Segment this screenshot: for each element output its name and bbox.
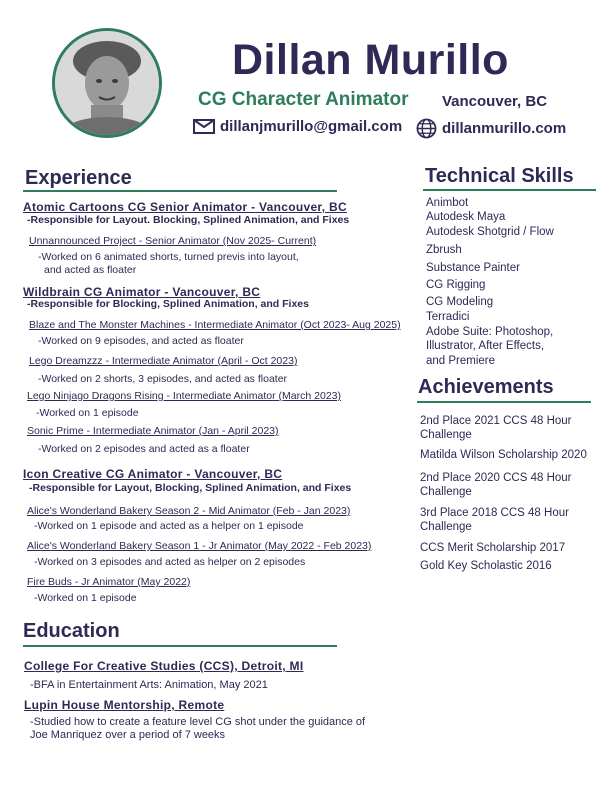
school-name: Lupin House Mentorship, Remote [24,698,225,712]
skill-item: Autodesk Maya [426,211,506,223]
job-description: and acted as floater [44,264,137,276]
job-title-link[interactable]: Lego Ninjago Dragons Rising - Intermediate Animator (March 2023) [27,390,341,402]
skill-item: Substance Painter [426,262,520,274]
achievement-item: 2nd Place 2021 CCS 48 Hour [420,415,572,427]
job-description: -Worked on 1 episode [34,592,137,604]
skills-heading: Technical Skills [425,165,574,187]
job-description: -Worked on 3 episodes and acted as helper on 2 episodes [34,556,306,568]
skill-item: Autodesk Shotgrid / Flow [426,226,554,238]
company-name: Wildbrain CG Animator - Vancouver, BC [23,285,261,299]
skill-item: Terradici [426,311,470,323]
job-description: -Worked on 9 episodes, and acted as floater [38,335,244,347]
website-text[interactable]: dillanmurillo.com [442,120,567,137]
job-title-link[interactable]: Unnannounced Project - Senior Animator (Nov 2025- Current) [29,235,317,247]
achievement-item: Challenge [420,521,472,533]
school-description: -BFA in Entertainment Arts: Animation, May 2021 [30,679,268,691]
location: Vancouver, BC [442,93,548,110]
skill-item: Animbot [426,197,469,209]
email-contact[interactable] [193,118,402,135]
skill-item: Illustrator, After Effects, [426,340,545,352]
portrait-photo [55,31,159,135]
envelope-icon [193,119,215,134]
school-description: Joe Manriquez over a period of 7 weeks [30,729,226,741]
school-description: -Studied how to create a feature level CG shot under the guidance of [30,716,366,728]
achievement-item: Matilda Wilson Scholarship 2020 [420,449,587,461]
skill-item: CG Rigging [426,279,486,291]
avatar [52,28,162,138]
job-description: -Worked on 1 episode [36,407,139,419]
job-description: -Worked on 1 episode and acted as a helper on 1 episode [34,520,304,532]
job-description: -Worked on 6 animated shorts, turned previs into layout, [38,251,299,263]
achievement-item: Gold Key Scholastic 2016 [420,560,552,572]
achievement-item: 2nd Place 2020 CCS 48 Hour [420,472,572,484]
company-name: Atomic Cartoons CG Senior Animator - Vancouver, BC [23,200,347,214]
job-title-link[interactable]: Blaze and The Monster Machines - Intermediate Animator (Oct 2023- Aug 2025) [29,319,401,331]
experience-heading: Experience [25,167,132,189]
skills-divider [423,189,596,191]
school-name: College For Creative Studies (CCS), Detroit, MI [24,659,304,673]
achievement-item: 3rd Place 2018 CCS 48 Hour [420,507,569,519]
achievements-heading: Achievements [418,376,554,398]
experience-divider [23,190,337,192]
skill-item: CG Modeling [426,296,494,308]
achievement-item: CCS Merit Scholarship 2017 [420,542,566,554]
achievement-item: Challenge [420,429,472,441]
job-description: -Worked on 2 episodes and acted as a floater [38,443,250,455]
job-title-link[interactable]: Alice's Wonderland Bakery Season 2 - Mid Animator (Feb - Jan 2023) [27,505,351,517]
achievement-item: Challenge [420,486,472,498]
education-divider [23,645,337,647]
education-heading: Education [23,620,120,642]
job-title-link[interactable]: Alice's Wonderland Bakery Season 1 - Jr Animator (May 2022 - Feb 2023) [27,540,372,552]
skill-item: and Premiere [426,355,496,367]
job-title-link[interactable]: Fire Buds - Jr Animator (May 2022) [27,576,191,588]
company-responsibilities: -Responsible for Blocking, Splined Animation, and Fixes [27,298,309,310]
website-contact[interactable] [416,118,566,139]
company-responsibilities: -Responsible for Layout, Blocking, Splined Animation, and Fixes [29,482,352,494]
email-text[interactable]: dillanjmurillo@gmail.com [220,118,403,135]
job-title-link[interactable]: Sonic Prime - Intermediate Animator (Jan - April 2023) [27,425,279,437]
job-title-link[interactable]: Lego Dreamzzz - Intermediate Animator (April - Oct 2023) [29,355,298,367]
achievements-divider [417,401,591,403]
company-name: Icon Creative CG Animator - Vancouver, BC [23,467,283,481]
person-name: Dillan Murillo [232,36,509,84]
globe-icon [416,118,437,139]
job-description: -Worked on 2 shorts, 3 episodes, and acted as floater [38,373,288,385]
company-responsibilities: -Responsible for Layout. Blocking, Splined Animation, and Fixes [27,214,350,226]
skill-item: Zbrush [426,244,462,256]
skill-item: Adobe Suite: Photoshop, [426,326,554,338]
job-title: CG Character Animator [198,89,409,110]
